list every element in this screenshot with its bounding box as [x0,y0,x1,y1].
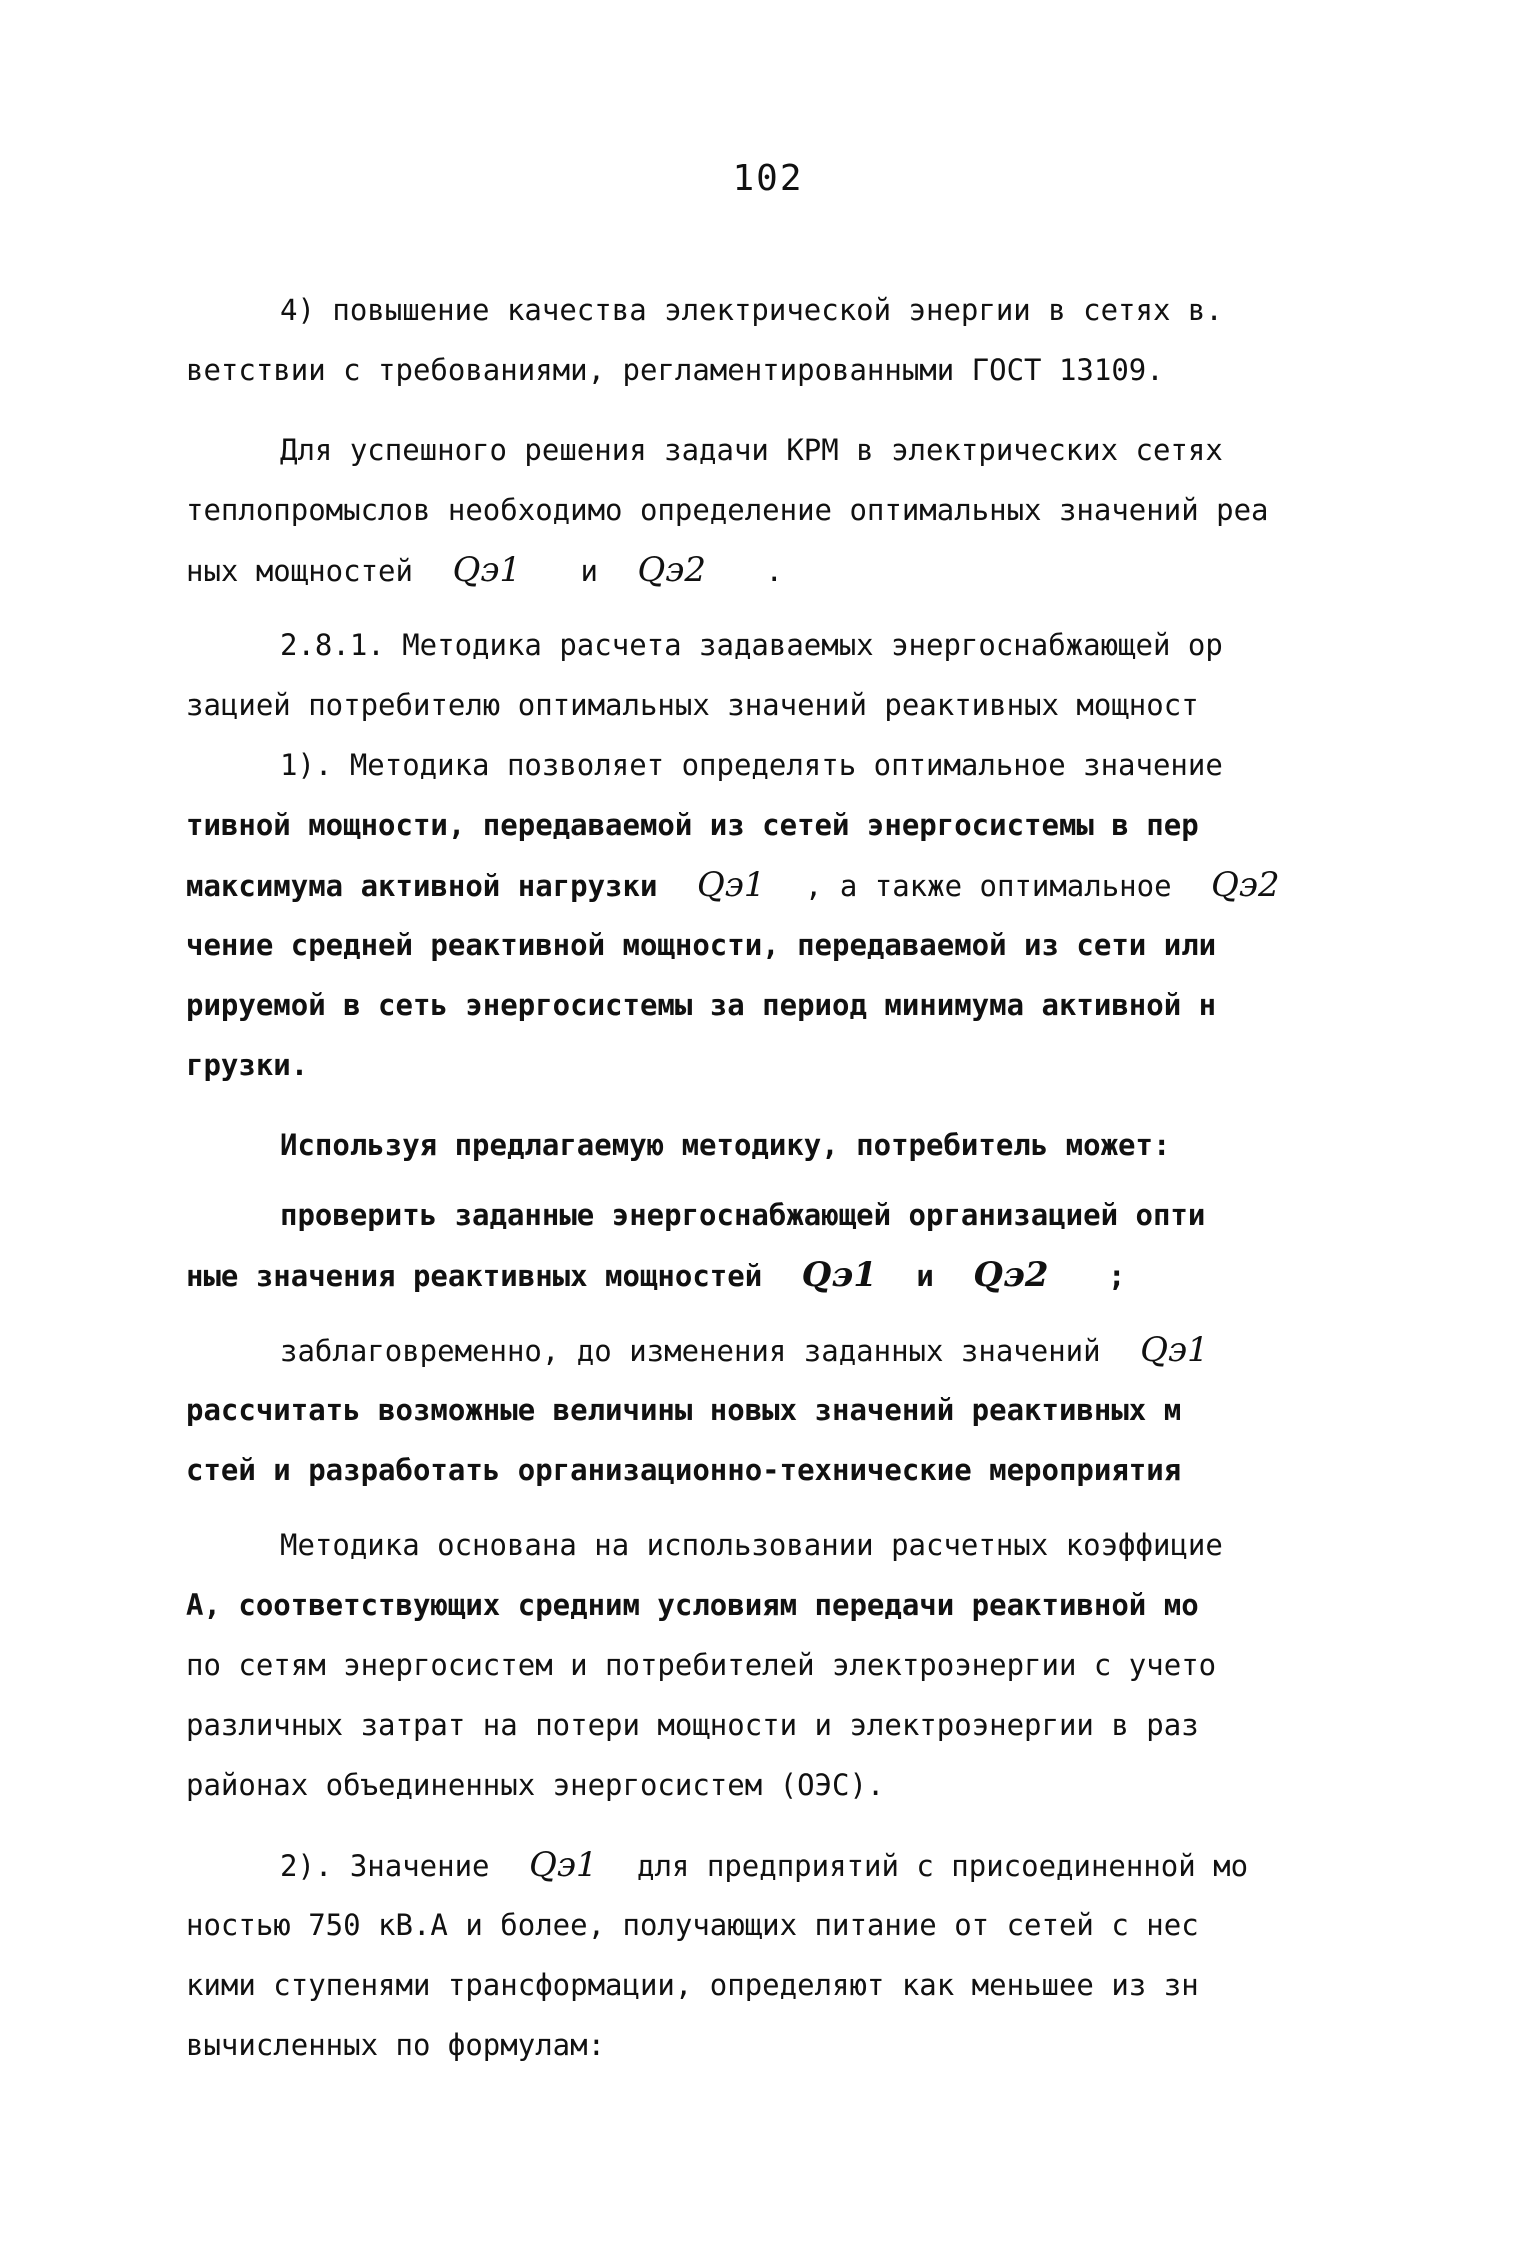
text-line: 4) повышение качества электрической энергии в сетях в. [280,293,1223,327]
text-line: проверить заданные энергоснабжающей организацией опти [280,1198,1206,1232]
formula-symbol: Qэ1 [528,1845,598,1885]
text-line: 1). Методика позволяет определять оптимальное значение [280,748,1223,782]
text-span: и [916,1259,934,1293]
text-line: чение средней реактивной мощности, передаваемой из сети или [186,928,1217,962]
formula-symbol: Qэ1 [1140,1330,1209,1370]
page-number: 102 [732,158,804,199]
text-line: рируемой в сеть энергосистемы за период минимума активной н [186,988,1217,1022]
text-line [186,865,1356,906]
formula-symbol: Qэ1 [696,865,766,905]
text-span: для предприятий с присоединенной мо [637,1849,1249,1883]
text-line [186,550,1356,591]
text-line: районах объединенных энергосистем (ОЭС). [186,1768,885,1802]
formula-symbol: Qэ1 [452,550,522,590]
text-span: 2). Значение [280,1849,490,1883]
formula-symbol: Qэ1 [801,1255,877,1295]
formula-symbol: Qэ2 [1211,865,1280,905]
text-line: вычисленных по формулам: [186,2028,606,2062]
text-span: ных мощностей [186,554,413,588]
text-span: ные значения реактивных мощностей [186,1259,763,1293]
text-line: стей и разработать организационно-технические мероприятия [186,1453,1182,1487]
text-span: , а также оптимальное [804,869,1172,903]
text-line: 2.8.1. Методика расчета задаваемых энергоснабжающей ор [280,628,1223,662]
text-span: максимума активной нагрузки [186,869,658,903]
text-line: Используя предлагаемую методику, потребитель может: [280,1128,1171,1162]
text-line: кими ступенями трансформации, определяют как меньшее из зн [186,1968,1199,2002]
text-line: Методика основана на использовании расчетных коэффицие [280,1528,1223,1562]
text-line [186,1255,1356,1296]
text-line: А, соответствующих средним условиям передачи реактивной мо [186,1588,1199,1622]
formula-symbol: Qэ2 [637,550,706,590]
text-line: Для успешного решения задачи КРМ в электрических сетях [280,433,1223,467]
text-span: . [765,554,783,588]
text-line: грузки. [186,1048,309,1082]
text-line: теплопромыслов необходимо определение оптимальных значений реа [186,493,1269,527]
formula-symbol: Qэ2 [973,1255,1049,1295]
text-line: ностью 750 кВ.А и более, получающих питание от сетей с нес [186,1908,1199,1942]
text-line: рассчитать возможные величины новых значений реактивных м [186,1393,1182,1427]
text-span: и [580,554,598,588]
text-line [280,1330,1356,1371]
text-line: зацией потребителю оптимальных значений реактивных мощност [186,688,1199,722]
text-line: по сетям энергосистем и потребителей электроэнергии с учето [186,1648,1217,1682]
text-line: тивной мощности, передаваемой из сетей энергосистемы в пер [186,808,1199,842]
text-line: ветствии с требованиями, регламентированными ГОСТ 13109. [186,353,1164,387]
text-line [280,1845,1356,1886]
text-span: ; [1107,1259,1126,1293]
text-span: заблаговременно, до изменения заданных значений [280,1334,1101,1368]
text-line: различных затрат на потери мощности и электроэнергии в раз [186,1708,1199,1742]
